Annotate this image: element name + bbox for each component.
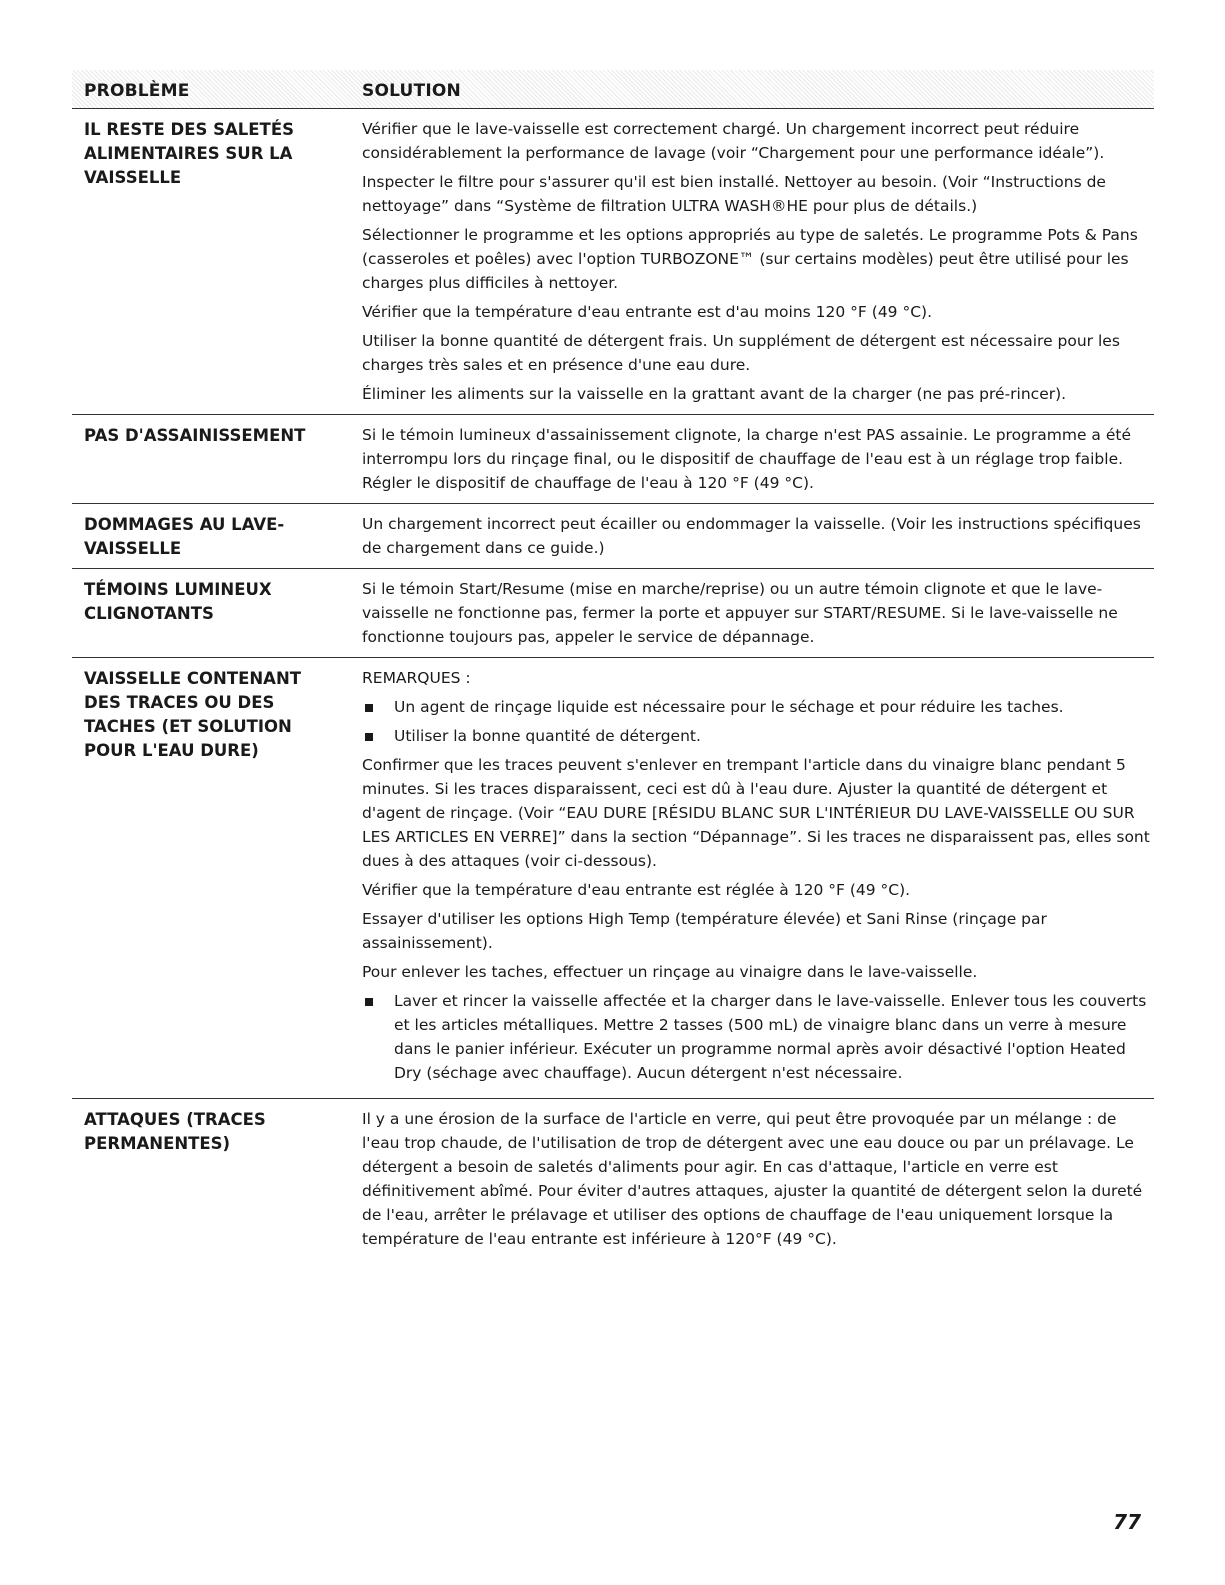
solution-text: Utiliser la bonne quantité de détergent frais. Un supplément de détergent est nécessaire pour les charges très sales et en présence d'une eau dure.	[362, 332, 1120, 374]
bullet-item: Laver et rincer la vaisselle affectée et la charger dans le lave-vaisselle. Enlever tous les couverts et les articles métalliques. Mettre 2 tasses (500 mL) de vinaigre blanc dans un verre à mesure dans le panier inférieur. Exécuter un programme normal après avoir désactivé l'option Heated Dry (séchage avec chauffage). Aucun détergent n'est nécessaire.	[362, 989, 1154, 1085]
solution-text: Confirmer que les traces peuvent s'enlever en trempant l'article dans du vinaigre blanc pendant 5 minutes. Si les traces disparaissent, ceci est dû à l'eau dure. Ajuster la quantité de détergent et d'agent de rinçage. (Voir “EAU DURE [RÉSIDU BLANC SUR L'INTÉRIEUR DU LAVE-VAISSELLE OU SUR LES ARTICLES EN VERRE]” dans la section “Dépannage”. Si les traces ne disparaissent pas, elles sont dues à des attaques (voir ci-dessous).	[362, 756, 1150, 870]
table-row	[72, 504, 1154, 569]
solution-text: Essayer d'utiliser les options High Temp (température élevée) et Sani Rinse (rinçage par assainissement).	[362, 910, 1047, 952]
solution-cell	[362, 577, 1154, 649]
solution-text: Il y a une érosion de la surface de l'article en verre, qui peut être provoquée par un mélange : de l'eau trop chaude, de l'utilisation de trop de détergent avec une eau douce ou par un prélavage. Le détergent a besoin de saletés d'aliments pour agir. En cas d'attaque, l'article en verre est définitivement abîmé. Pour éviter d'autres attaques, ajuster la quantité de détergent selon la dureté de l'eau, arrêter le prélavage et utiliser des options de chauffage de l'eau uniquement lorsque la température de l'eau entrante est inférieure à 120°F (49 °C).	[362, 1110, 1143, 1248]
table-row	[72, 569, 1154, 658]
header-problem: PROBLÈME	[84, 81, 190, 101]
solution-text: Si le témoin lumineux d'assainissement clignote, la charge n'est PAS assainie. Le programme a été interrompu lors du rinçage final, ou le dispositif de chauffage de l'eau est à un réglage trop faible. Régler le dispositif de chauffage de l'eau à 120 °F (49 °C).	[362, 426, 1131, 492]
problem-label: DOMMAGES AU LAVE-VAISSELLE	[84, 515, 285, 558]
table-row	[72, 1099, 1154, 1259]
solution-cell	[362, 1107, 1154, 1251]
problem-label: ATTAQUES (TRACES PERMANENTES)	[84, 1110, 266, 1153]
troubleshooting-table	[72, 70, 1154, 1259]
table-row	[72, 109, 1154, 415]
solution-text: Un chargement incorrect peut écailler ou endommager la vaisselle. (Voir les instructions spécifiques de chargement dans ce guide.)	[362, 515, 1141, 557]
solution-text: Inspecter le filtre pour s'assurer qu'il est bien installé. Nettoyer au besoin. (Voir “Instructions de nettoyage” dans “Système de filtration ULTRA WASH®HE pour plus de détails.)	[362, 173, 1106, 215]
bullet-item: Un agent de rinçage liquide est nécessaire pour le séchage et pour réduire les taches.	[362, 695, 1154, 719]
table-header	[72, 70, 1154, 109]
problem-label: PAS D'ASSAINISSEMENT	[84, 426, 306, 445]
problem-label: VAISSELLE CONTENANT DES TRACES OU DES TACHES (ET SOLUTION POUR L'EAU DURE)	[84, 669, 302, 760]
solution-text: Vérifier que la température d'eau entrante est d'au moins 120 °F (49 °C).	[362, 303, 933, 321]
remarks-label: REMARQUES :	[362, 669, 471, 687]
solution-text: Si le témoin Start/Resume (mise en marche/reprise) ou un autre témoin clignote et que le lave-vaisselle ne fonctionne pas, fermer la porte et appuyer sur START/RESUME. Si le lave-vaisselle ne fonctionne toujours pas, appeler le service de dépannage.	[362, 580, 1118, 646]
table-row	[72, 658, 1154, 1099]
solution-text: Sélectionner le programme et les options appropriés au type de saletés. Le programme Pots & Pans (casseroles et poêles) avec l'option TURBOZONE™ (sur certains modèles) peut être utilisé pour les charges plus difficiles à nettoyer.	[362, 226, 1138, 292]
solution-cell	[362, 666, 1154, 1085]
bullet-item: Utiliser la bonne quantité de détergent.	[362, 724, 1154, 748]
problem-label: TÉMOINS LUMINEUX CLIGNOTANTS	[84, 580, 272, 623]
table-row	[72, 415, 1154, 504]
solution-text: Vérifier que la température d'eau entrante est réglée à 120 °F (49 °C).	[362, 881, 911, 899]
solution-cell	[362, 423, 1154, 495]
page-number: 77	[1113, 1510, 1141, 1534]
problem-label: IL RESTE DES SALETÉS ALIMENTAIRES SUR LA VAISSELLE	[84, 120, 294, 187]
solution-text: Vérifier que le lave-vaisselle est correctement chargé. Un chargement incorrect peut réduire considérablement la performance de lavage (voir “Chargement pour une performance idéale”).	[362, 120, 1105, 162]
solution-cell	[362, 117, 1154, 406]
solution-text: Éliminer les aliments sur la vaisselle en la grattant avant de la charger (ne pas pré-rincer).	[362, 385, 1067, 403]
solution-text: Pour enlever les taches, effectuer un rinçage au vinaigre dans le lave-vaisselle.	[362, 963, 978, 981]
header-solution: SOLUTION	[362, 81, 461, 101]
solution-cell	[362, 512, 1154, 560]
